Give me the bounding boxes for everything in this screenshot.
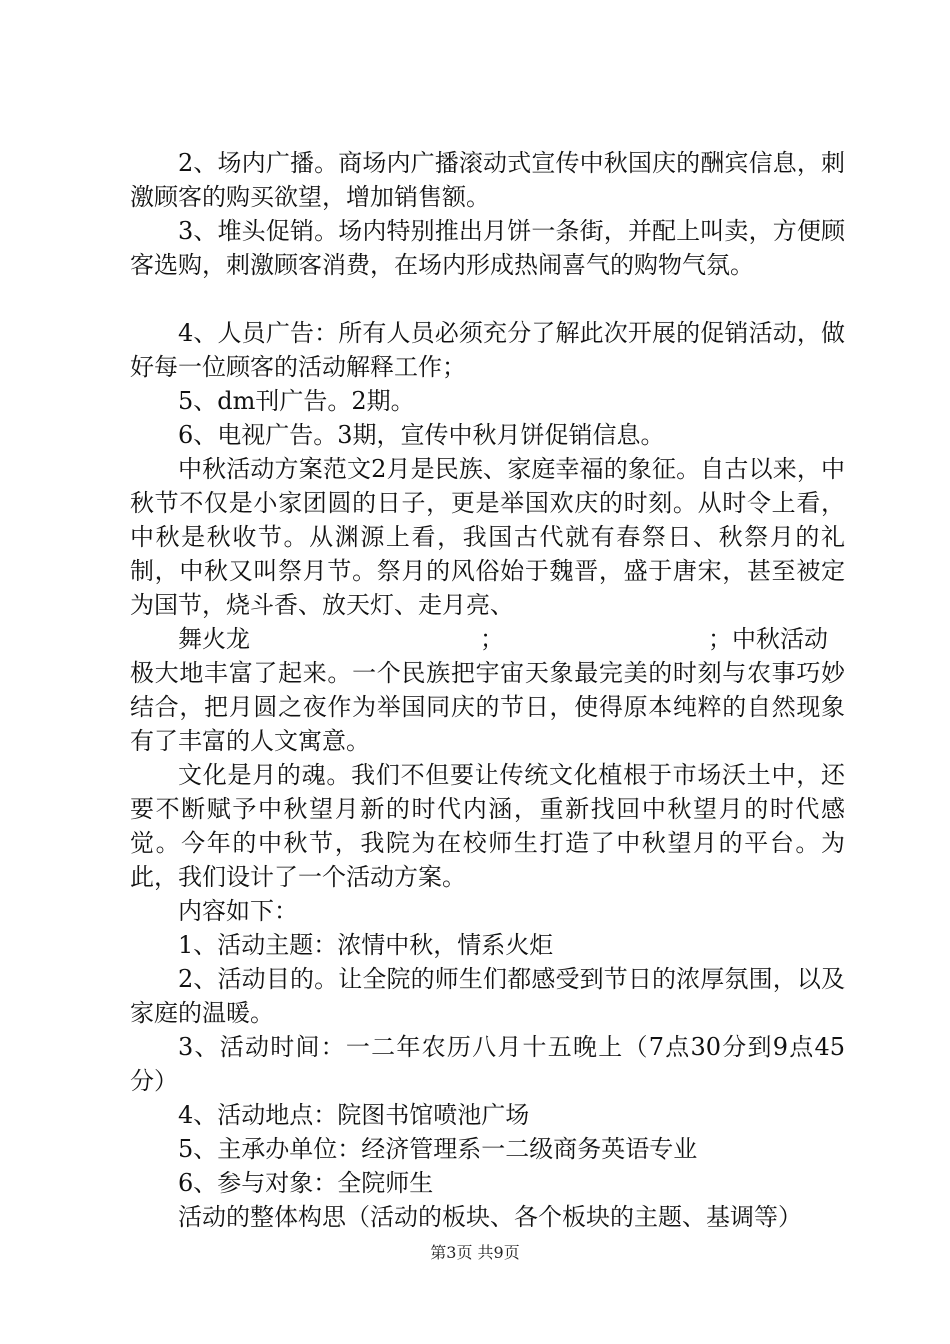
- document-body: [130, 146, 845, 1234]
- split-text-part-b: ；: [480, 625, 504, 653]
- paragraph-overall-concept: 活动的整体构思（活动的板块、各个板块的主题、基调等）: [178, 1203, 802, 1231]
- paragraph-activity-purpose: 2、活动目的。让全院的师生们都感受到节日的浓厚氛围，以及家庭的温暖。: [130, 965, 845, 1027]
- paragraph-activity-time: 3、活动时间：一二年农历八月十五晚上（7点30分到9点45分）: [130, 1033, 845, 1095]
- paragraph-culture: 文化是月的魂。我们不但要让传统文化植根于市场沃土中，还要不断赋予中秋望月新的时代内涵，重新找回中秋望月的时代感觉。今年的中秋节，我院为在校师生打造了中秋望月的平台。为此，我们设计了一个活动方案。: [130, 761, 845, 891]
- paragraph-tv-advertising: 6、电视广告。3期，宣传中秋月饼促销信息。: [178, 421, 665, 449]
- paragraph-organizer: 5、主承办单位：经济管理系一二级商务英语专业: [178, 1135, 698, 1163]
- paragraph-dm-advertising: 5、dm刊广告。2期。: [178, 387, 415, 415]
- page-indicator: 第3页 共9页: [430, 1243, 520, 1262]
- paragraph-content-heading: 内容如下：: [178, 897, 298, 925]
- paragraph-intro-continued: 极大地丰富了起来。一个民族把宇宙天象最完美的时刻与农事巧妙结合，把月圆之夜作为举国同庆的节日，使得原本纯粹的自然现象有了丰富的人文寓意。: [130, 659, 845, 755]
- paragraph-participants: 6、参与对象：全院师生: [178, 1169, 434, 1197]
- paragraph-activity-theme: 1、活动主题：浓情中秋，情系火炬: [178, 931, 554, 959]
- paragraph-broadcast: 2、场内广播。商场内广播滚动式宣传中秋国庆的酬宾信息，刺激顾客的购买欲望，增加销售额。: [130, 149, 845, 211]
- paragraph-staff-advertising: 4、人员广告：所有人员必须充分了解此次开展的促销活动，做好每一位顾客的活动解释工作；: [130, 319, 845, 381]
- split-text-line: [130, 622, 845, 656]
- split-text-part-a: 舞火龙: [178, 625, 250, 653]
- split-text-part-c: ；中秋活动: [708, 625, 828, 653]
- paragraph-activity-location: 4、活动地点：院图书馆喷池广场: [178, 1101, 530, 1129]
- paragraph-mid-autumn-intro: 中秋活动方案范文2月是民族、家庭幸福的象征。自古以来，中秋节不仅是小家团圆的日子，更是举国欢庆的时刻。从时令上看，中秋是秋收节。从渊源上看，我国古代就有春祭日、秋祭月的礼制，中秋又叫祭月节。祭月的风俗始于魏晋，盛于唐宋，甚至被定为国节，烧斗香、放天灯、走月亮、: [130, 455, 845, 619]
- paragraph-display-promotion: 3、堆头促销。场内特别推出月饼一条街，并配上叫卖，方便顾客选购，刺激顾客消费，在场内形成热闹喜气的购物气氛。: [130, 217, 845, 279]
